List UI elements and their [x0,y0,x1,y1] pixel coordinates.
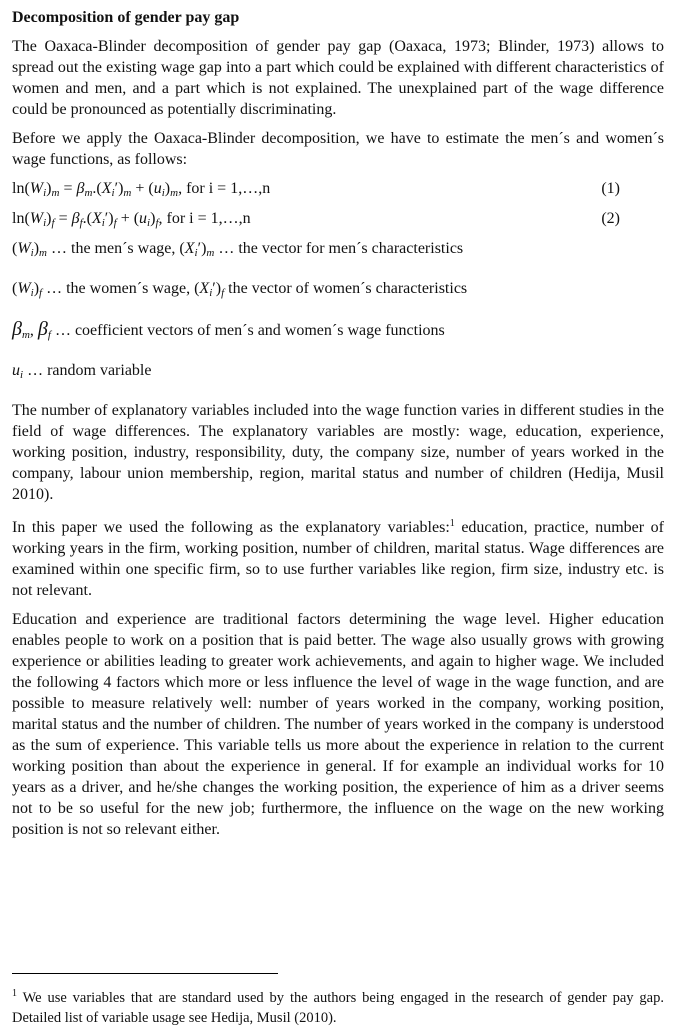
definition-random-variable: $u_i$ … random variable [12,362,152,381]
definition-men-wage: $(W_i)_m$ … the men´s wage, $(X_i')_m$ … the vector for men´s characteristics [12,240,464,259]
footnote [12,984,664,1028]
equation-men: $\ln(W_i)_m = \beta_m.(X_i')_m + (u_i)_m$, for i = 1,…,n (1) [12,180,620,199]
equation-women: $\ln(W_i)_f = \beta_f.(X_i')_f + (u_i)_f$, for i = 1,…,n (2) [12,210,620,229]
equation-number-2: (2) [601,210,620,227]
definition-women-wage: $(W_i)_f$ … the women´s wage, $(X_i')_f$ the vector of women´s characteristics [12,280,468,299]
footnote-reference[interactable]: 1 [449,518,455,529]
paragraph-intro: The Oaxaca-Blinder decomposition of gender pay gap (Oaxaca, 1973; Blinder, 1973) allows to spread out the existing wage gap into a part which could be explained with different characteristics of women and men, and a part which is not explained. The unexplained part of the wage difference could be pronounced as potentially discriminating. [12,38,664,118]
section-heading: Decomposition of gender pay gap [12,9,240,26]
paragraph-education-experience: Education and experience are traditional factors determining the wage level. Higher education enables people to work on a position that is paid better. The wage also usually grows with growing experience or abilities leading to greater work achievements, and again to higher wage. We included the following 4 factors which more or less influence the level of wage in the wage function, and are possible to measure relatively well: number of years worked in the company, working position, marital status and the number of children. The number of years worked in the company is understood as the sum of experience. This variable tells us more about the experience in relation to the current working position than about the experience in general. If for example an individual works for 10 years as a driver, and he/she changes the working position, the experience of him as a driver seems not to be so useful for the new job; furthermore, the influence on the wage on the new working position is not so relevant either. [12,611,664,838]
footnote-text: We use variables that are standard used by the authors being engaged in the research of gender pay gap. Detailed list of variable usage see Hedija, Musil (2010). [12,990,664,1026]
paragraph-explanatory-variables: The number of explanatory variables included into the wage function varies in different studies in the field of wage differences. The explanatory variables are mostly: wage, education, experience, working position, industry, responsibility, duty, the company size, number of years worked in the company, labour union membership, region, marital status and number of children (Hedija, Musil 2010). [12,402,664,503]
paragraph-before-equations: Before we apply the Oaxaca-Blinder decomposition, we have to estimate the men´s and women´s wage functions, as follows: [12,130,664,168]
document-page [12,8,664,848]
footnote-mark: 1 [12,988,17,999]
equation-number-1: (1) [601,180,620,197]
paragraph-variables-used: In this paper we used the following as the explanatory variables:$^1$ education, practice, number of working years in the firm, working position, number of children, marital status. Wage differences are examined within one specific firm, so to use further variables like region, firm size, industry etc. is not relevant. [12,518,664,599]
footnote-divider [12,973,278,974]
definition-coefficients: $\beta_m$, $\beta_f$ … coefficient vectors of men´s and women´s wage functions [12,318,445,341]
